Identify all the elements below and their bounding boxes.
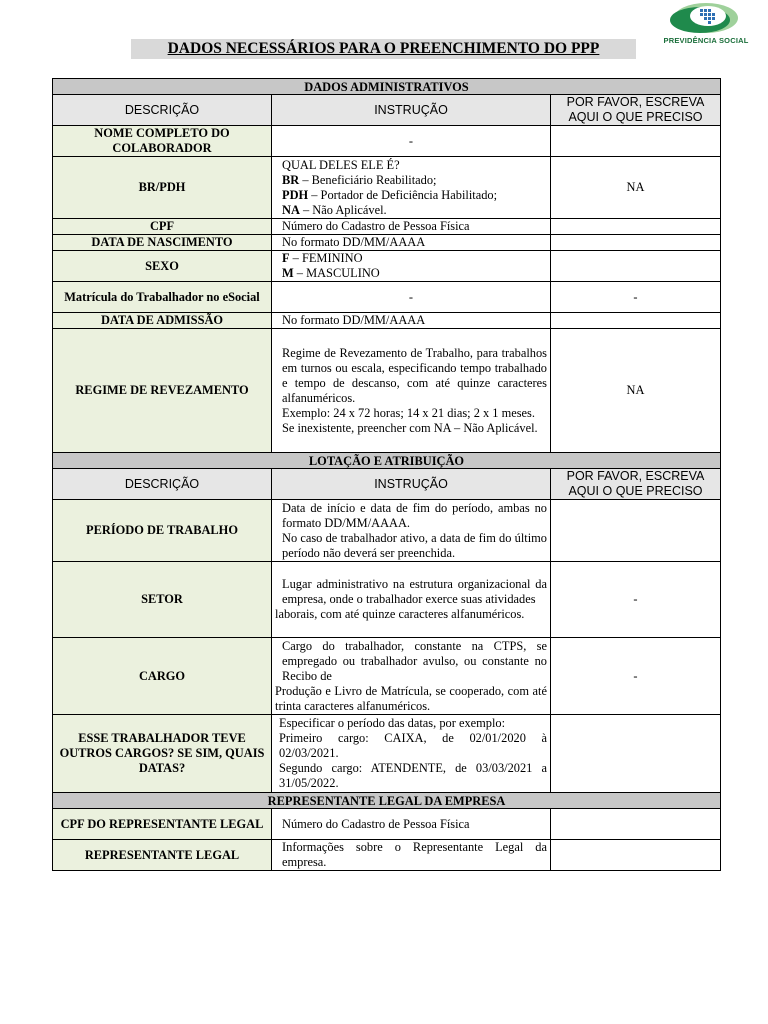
outros-example-2: Segundo cargo: ATENDENTE, de 03/03/2021 a 31/05/2022. [279,761,547,790]
section-header-representante: REPRESENTANTE LEGAL DA EMPRESA [53,793,721,809]
regime-na: Se inexistente, preencher com NA – Não Aplicável. [282,420,538,435]
answer-nascimento[interactable] [551,235,721,251]
answer-nome[interactable] [551,126,721,157]
label-sexo: SEXO [53,251,272,282]
instr-cpf-representante: Número do Cadastro de Pessoa Física [272,809,551,840]
label-regime: REGIME DE REVEZAMENTO [53,329,272,453]
periodo-desc: Data de início e data de fim do período, ambas no formato DD/MM/AAAA. [282,500,547,530]
setor-desc-2: laborais, com até quinze caracteres alfanuméricos. [275,607,525,621]
outros-desc: Especificar o período das datas, por exemplo: [279,716,506,730]
label-cpf: CPF [53,219,272,235]
column-header-resposta: POR FAVOR, ESCREVA AQUI O QUE PRECISO [551,95,721,126]
page-title: DADOS NECESSÁRIOS PARA O PREENCHIMENTO DO PPP [131,39,636,59]
label-brpdh: BR/PDH [53,157,272,219]
setor-desc: Lugar administrativo na estrutura organizacional da empresa, onde o trabalhador exerce suas atividades [282,577,547,606]
column-header-descricao-2: DESCRIÇÃO [53,469,272,500]
section-header-lotacao: LOTAÇÃO E ATRIBUIÇÃO [53,453,721,469]
instr-representante: Informações sobre o Representante Legal da empresa. [272,840,551,871]
column-header-instrucao: INSTRUÇÃO [272,95,551,126]
answer-setor[interactable]: - [551,562,721,638]
answer-cargo[interactable]: - [551,638,721,715]
ppp-form-table [52,78,721,871]
instr-nome: - [272,126,551,157]
instr-admissao: No formato DD/MM/AAAA [272,313,551,329]
regime-example: Exemplo: 24 x 72 horas; 14 x 21 dias; 2 x 1 meses. [282,405,535,420]
label-outros-cargos: ESSE TRABALHADOR TEVE OUTROS CARGOS? SE SIM, QUAIS DATAS? [53,715,272,793]
instr-outros-cargos [272,715,551,793]
answer-brpdh[interactable]: NA [551,157,721,219]
instr-brpdh [272,157,551,219]
label-setor: SETOR [53,562,272,638]
column-header-resposta-2: POR FAVOR, ESCREVA AQUI O QUE PRECISO [551,469,721,500]
instr-sexo [272,251,551,282]
label-representante: REPRESENTANTE LEGAL [53,840,272,871]
answer-periodo[interactable] [551,500,721,562]
brpdh-option-pdh: PDH – Portador de Deficiência Habilitado; [282,187,498,202]
instr-matricula: - [272,282,551,313]
answer-cpf[interactable] [551,219,721,235]
column-header-instrucao-2: INSTRUÇÃO [272,469,551,500]
instr-periodo [272,500,551,562]
cargo-desc: Cargo do trabalhador, constante na CTPS, se empregado ou trabalhador avulso, ou constante no Recibo de [282,638,547,683]
section-header-admin: DADOS ADMINISTRATIVOS [53,79,721,95]
instr-regime [272,329,551,453]
answer-matricula[interactable]: - [551,282,721,313]
instr-setor [272,562,551,638]
label-cargo: CARGO [53,638,272,715]
answer-sexo[interactable] [551,251,721,282]
label-cpf-representante: CPF DO REPRESENTANTE LEGAL [53,809,272,840]
label-nascimento: DATA DE NASCIMENTO [53,235,272,251]
periodo-note: No caso de trabalhador ativo, a data de fim do último período não deverá ser preenchida. [282,530,547,560]
sexo-option-f: F – FEMININO [282,251,363,265]
answer-outros-cargos[interactable] [551,715,721,793]
instr-nascimento: No formato DD/MM/AAAA [272,235,551,251]
label-admissao: DATA DE ADMISSÃO [53,313,272,329]
instr-cpf: Número do Cadastro de Pessoa Física [272,219,551,235]
answer-regime[interactable]: NA [551,329,721,453]
brpdh-option-na: NA – Não Aplicável. [282,202,387,217]
logo-text: PREVIDÊNCIA SOCIAL [663,36,749,45]
label-nome: NOME COMPLETO DO COLABORADOR [53,126,272,157]
label-matricula: Matrícula do Trabalhador no eSocial [53,282,272,313]
brpdh-question: QUAL DELES ELE É? [282,157,400,172]
answer-representante[interactable] [551,840,721,871]
cargo-desc-2: Produção e Livro de Matrícula, se cooperado, com até trinta caracteres alfanuméricos. [275,683,547,713]
sexo-option-m: M – MASCULINO [282,266,380,280]
answer-admissao[interactable] [551,313,721,329]
regime-desc: Regime de Revezamento de Trabalho, para trabalhos em turnos ou escala, especificando tempo trabalhado e tempo de descanso, com até quinze caracteres alfanuméricos. [282,345,547,405]
instr-cargo [272,638,551,715]
brpdh-option-br: BR – Beneficiário Reabilitado; [282,172,437,187]
outros-example-1: Primeiro cargo: CAIXA, de 02/01/2020 à 02/03/2021. [279,731,547,760]
column-header-descricao: DESCRIÇÃO [53,95,272,126]
label-periodo: PERÍODO DE TRABALHO [53,500,272,562]
answer-cpf-representante[interactable] [551,809,721,840]
